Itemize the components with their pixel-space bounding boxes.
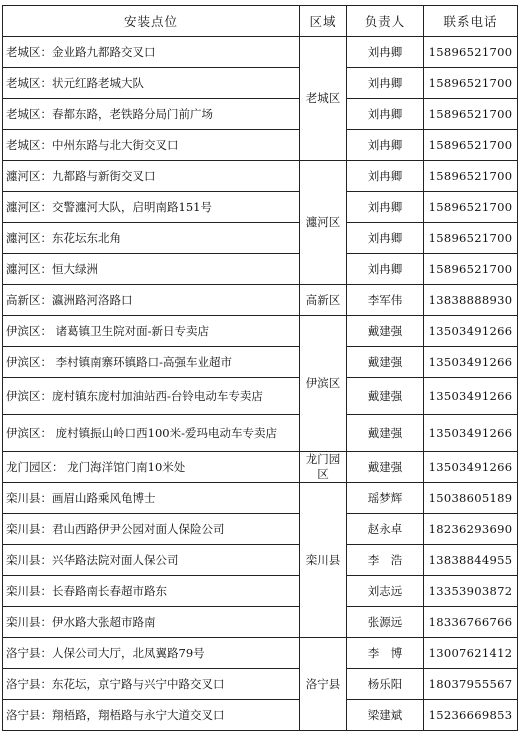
location-cell: 龙门园区： 龙门海洋馆门南10米处 xyxy=(3,452,300,483)
phone-cell: 13838888930 xyxy=(424,285,518,316)
area-cell: 瀍河区 xyxy=(300,161,347,285)
location-cell: 伊滨区：庞村镇东庞村加油站西-台铃电动车专卖店 xyxy=(3,378,300,415)
table-row xyxy=(3,192,518,223)
phone-cell: 18336766766 xyxy=(424,607,518,638)
location-cell: 伊滨区： 李村镇南寨环镇路口-高强车业超市 xyxy=(3,347,300,378)
person-cell: 刘冉卿 xyxy=(347,192,424,223)
table-row xyxy=(3,161,518,192)
person-cell: 刘冉卿 xyxy=(347,254,424,285)
table-row xyxy=(3,415,518,452)
table-row xyxy=(3,452,518,483)
person-cell: 刘志远 xyxy=(347,576,424,607)
install-location-table xyxy=(2,5,518,731)
table-row xyxy=(3,37,518,68)
person-cell: 刘冉卿 xyxy=(347,161,424,192)
table-row xyxy=(3,223,518,254)
phone-cell: 13503491266 xyxy=(424,316,518,347)
person-cell: 瑶梦辉 xyxy=(347,483,424,514)
phone-cell: 15038605189 xyxy=(424,483,518,514)
location-cell: 伊滨区： 庞村镇振山岭口西100米-爱玛电动车专卖店 xyxy=(3,415,300,452)
phone-cell: 13503491266 xyxy=(424,378,518,415)
table-row xyxy=(3,130,518,161)
table-row xyxy=(3,68,518,99)
header-location: 安装点位 xyxy=(3,6,300,37)
phone-cell: 15896521700 xyxy=(424,68,518,99)
phone-cell: 13838844955 xyxy=(424,545,518,576)
location-cell: 洛宁县：人保公司大厅，北凤翼路79号 xyxy=(3,638,300,669)
person-cell: 张源远 xyxy=(347,607,424,638)
phone-cell: 13353903872 xyxy=(424,576,518,607)
table-row xyxy=(3,347,518,378)
table-row xyxy=(3,378,518,415)
phone-cell: 15896521700 xyxy=(424,254,518,285)
table-row xyxy=(3,514,518,545)
person-cell: 刘冉卿 xyxy=(347,37,424,68)
location-cell: 老城区：金业路九都路交叉口 xyxy=(3,37,300,68)
area-cell: 龙门园区 xyxy=(300,452,347,483)
phone-cell: 15896521700 xyxy=(424,130,518,161)
person-cell: 戴建强 xyxy=(347,452,424,483)
area-cell: 栾川县 xyxy=(300,483,347,638)
location-cell: 老城区：中州东路与北大街交叉口 xyxy=(3,130,300,161)
phone-cell: 18236293690 xyxy=(424,514,518,545)
location-cell: 洛宁县：翔梧路，翔梧路与永宁大道交叉口 xyxy=(3,700,300,731)
person-cell: 李 博 xyxy=(347,638,424,669)
phone-cell: 13503491266 xyxy=(424,347,518,378)
table-row xyxy=(3,576,518,607)
person-cell: 杨乐阳 xyxy=(347,669,424,700)
phone-cell: 15236669853 xyxy=(424,700,518,731)
table-row xyxy=(3,669,518,700)
table-row xyxy=(3,99,518,130)
phone-cell: 15896521700 xyxy=(424,37,518,68)
person-cell: 戴建强 xyxy=(347,415,424,452)
area-cell: 高新区 xyxy=(300,285,347,316)
location-cell: 老城区：春都东路，老铁路分局门前广场 xyxy=(3,99,300,130)
person-cell: 赵永卓 xyxy=(347,514,424,545)
area-cell: 洛宁县 xyxy=(300,638,347,731)
table-row xyxy=(3,483,518,514)
phone-cell: 15896521700 xyxy=(424,192,518,223)
person-cell: 梁建斌 xyxy=(347,700,424,731)
phone-cell: 18037955567 xyxy=(424,669,518,700)
location-cell: 栾川县：君山西路伊尹公园对面人保险公司 xyxy=(3,514,300,545)
person-cell: 刘冉卿 xyxy=(347,68,424,99)
person-cell: 戴建强 xyxy=(347,316,424,347)
header-phone: 联系电话 xyxy=(424,6,518,37)
phone-cell: 13007621412 xyxy=(424,638,518,669)
person-cell: 李 浩 xyxy=(347,545,424,576)
location-cell: 伊滨区： 诸葛镇卫生院对面-新日专卖店 xyxy=(3,316,300,347)
area-cell: 伊滨区 xyxy=(300,316,347,452)
header-person: 负责人 xyxy=(347,6,424,37)
phone-cell: 15896521700 xyxy=(424,223,518,254)
phone-cell: 15896521700 xyxy=(424,161,518,192)
person-cell: 李军伟 xyxy=(347,285,424,316)
person-cell: 戴建强 xyxy=(347,378,424,415)
location-cell: 洛宁县：东花坛，京宁路与兴宁中路交叉口 xyxy=(3,669,300,700)
location-cell: 栾川县：伊水路大张超市路南 xyxy=(3,607,300,638)
location-cell: 高新区：瀛洲路河洛路口 xyxy=(3,285,300,316)
header-area: 区域 xyxy=(300,6,347,37)
table-header-row xyxy=(3,6,518,37)
table-row xyxy=(3,545,518,576)
location-cell: 瀍河区：九都路与新街交叉口 xyxy=(3,161,300,192)
person-cell: 刘冉卿 xyxy=(347,99,424,130)
location-cell: 瀍河区：交警瀍河大队，启明南路151号 xyxy=(3,192,300,223)
person-cell: 刘冉卿 xyxy=(347,223,424,254)
location-cell: 老城区：状元红路老城大队 xyxy=(3,68,300,99)
table-row xyxy=(3,316,518,347)
table-body xyxy=(3,37,518,731)
person-cell: 戴建强 xyxy=(347,347,424,378)
location-cell: 栾川县：长春路南长春超市路东 xyxy=(3,576,300,607)
area-cell: 老城区 xyxy=(300,37,347,161)
table-row xyxy=(3,700,518,731)
phone-cell: 13503491266 xyxy=(424,415,518,452)
location-cell: 瀍河区：恒大绿洲 xyxy=(3,254,300,285)
table-row xyxy=(3,285,518,316)
table-row xyxy=(3,607,518,638)
location-cell: 瀍河区：东花坛东北角 xyxy=(3,223,300,254)
table-row xyxy=(3,254,518,285)
table-row xyxy=(3,638,518,669)
phone-cell: 15896521700 xyxy=(424,99,518,130)
location-cell: 栾川县：兴华路法院对面人保公司 xyxy=(3,545,300,576)
location-cell: 栾川县：画眉山路乘风龟博士 xyxy=(3,483,300,514)
person-cell: 刘冉卿 xyxy=(347,130,424,161)
phone-cell: 13503491266 xyxy=(424,452,518,483)
